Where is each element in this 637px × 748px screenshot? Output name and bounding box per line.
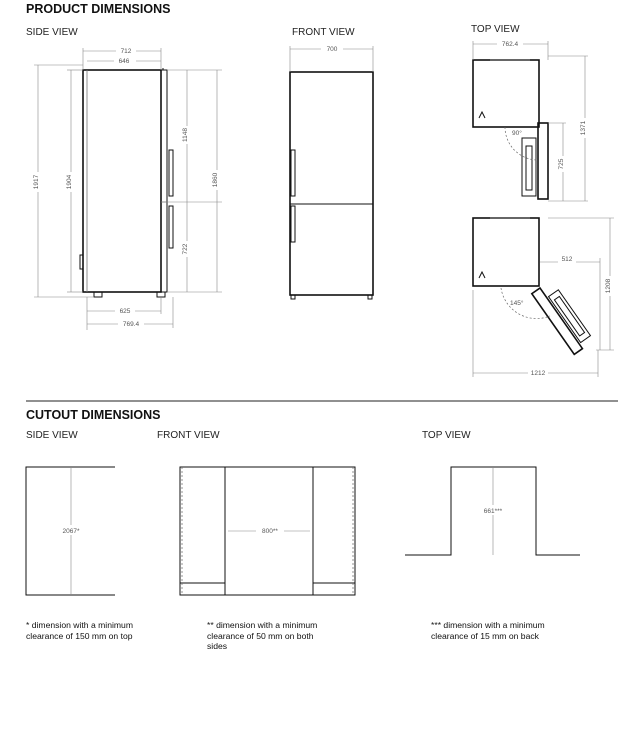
dim-side-646: 646: [118, 58, 130, 65]
dim-top-725: 725: [558, 158, 565, 170]
product-side-view-label: SIDE VIEW: [26, 27, 78, 38]
cutout-side-note: [26, 620, 133, 641]
product-side-view-drawing: [32, 46, 223, 330]
dim-top-762: 762.4: [501, 41, 519, 48]
side-freezer-handle: [169, 206, 173, 248]
product-front-view-label: FRONT VIEW: [292, 27, 355, 38]
product-top-view-145-drawing: [473, 218, 616, 377]
product-top-view-90-drawing: [473, 39, 591, 201]
cutout-side-note-line1: * dimension with a minimum: [26, 620, 133, 630]
side-fridge-handle: [169, 150, 173, 196]
dim-side-712: 712: [120, 48, 132, 55]
cutout-top-view-drawing: [405, 467, 580, 555]
dim-top-1371: 1371: [580, 120, 587, 136]
cutout-side-note-line2: clearance of 150 mm on top: [26, 630, 133, 641]
cutout-top-note-line2: clearance of 15 mm on back: [431, 630, 539, 641]
cutout-front-view-label: FRONT VIEW: [157, 430, 220, 441]
product-dimensions-title: PRODUCT DIMENSIONS: [26, 2, 171, 16]
dim-top-512: 512: [561, 256, 573, 263]
top-cabinet-145: [473, 218, 539, 286]
dim-side-1904: 1904: [66, 174, 73, 190]
front-freezer-handle: [291, 206, 295, 242]
dim-side-722: 722: [182, 243, 189, 255]
product-front-view-drawing: [290, 44, 373, 299]
cutout-front-note-line2: clearance of 50 mm on both: [207, 630, 314, 641]
dim-top-145-angle: 145°: [510, 300, 524, 307]
cutout-side-view-drawing: [26, 467, 115, 595]
cutout-front-note: [207, 620, 317, 652]
cutout-top-note: [431, 620, 545, 641]
dim-cutout-top: 661***: [483, 508, 503, 515]
side-cabinet: [83, 70, 161, 292]
dim-cutout-side: 2067*: [62, 528, 80, 535]
top-cabinet-90: [473, 60, 539, 127]
dim-side-1148: 1148: [182, 128, 189, 142]
dim-top-1208: 1208: [605, 278, 612, 294]
dim-top-90-angle: 90°: [512, 130, 522, 137]
cutout-side-view-label: SIDE VIEW: [26, 430, 78, 441]
cutout-front-note-line3: sides: [207, 641, 228, 651]
cutout-front-view-drawing: [180, 467, 355, 595]
product-top-view-label: TOP VIEW: [471, 24, 520, 35]
dim-side-1917: 1917: [33, 174, 40, 190]
dim-cutout-front: 800**: [262, 528, 278, 535]
cutout-top-note-line1: *** dimension with a minimum: [431, 620, 545, 630]
dim-side-1860: 1860: [212, 172, 219, 188]
cutout-top-view-label: TOP VIEW: [422, 430, 471, 441]
cutout-dimensions-title: CUTOUT DIMENSIONS: [26, 408, 161, 422]
dim-front-700: 700: [326, 46, 338, 53]
dim-side-625: 625: [119, 308, 131, 315]
front-fridge-handle: [291, 150, 295, 196]
top-door-90: [538, 123, 548, 199]
dim-side-769: 769.4: [122, 321, 140, 328]
dim-top-1212: 1212: [530, 370, 546, 377]
side-door: [161, 70, 167, 292]
cutout-front-note-line1: ** dimension with a minimum: [207, 620, 318, 630]
front-cabinet: [290, 72, 373, 295]
